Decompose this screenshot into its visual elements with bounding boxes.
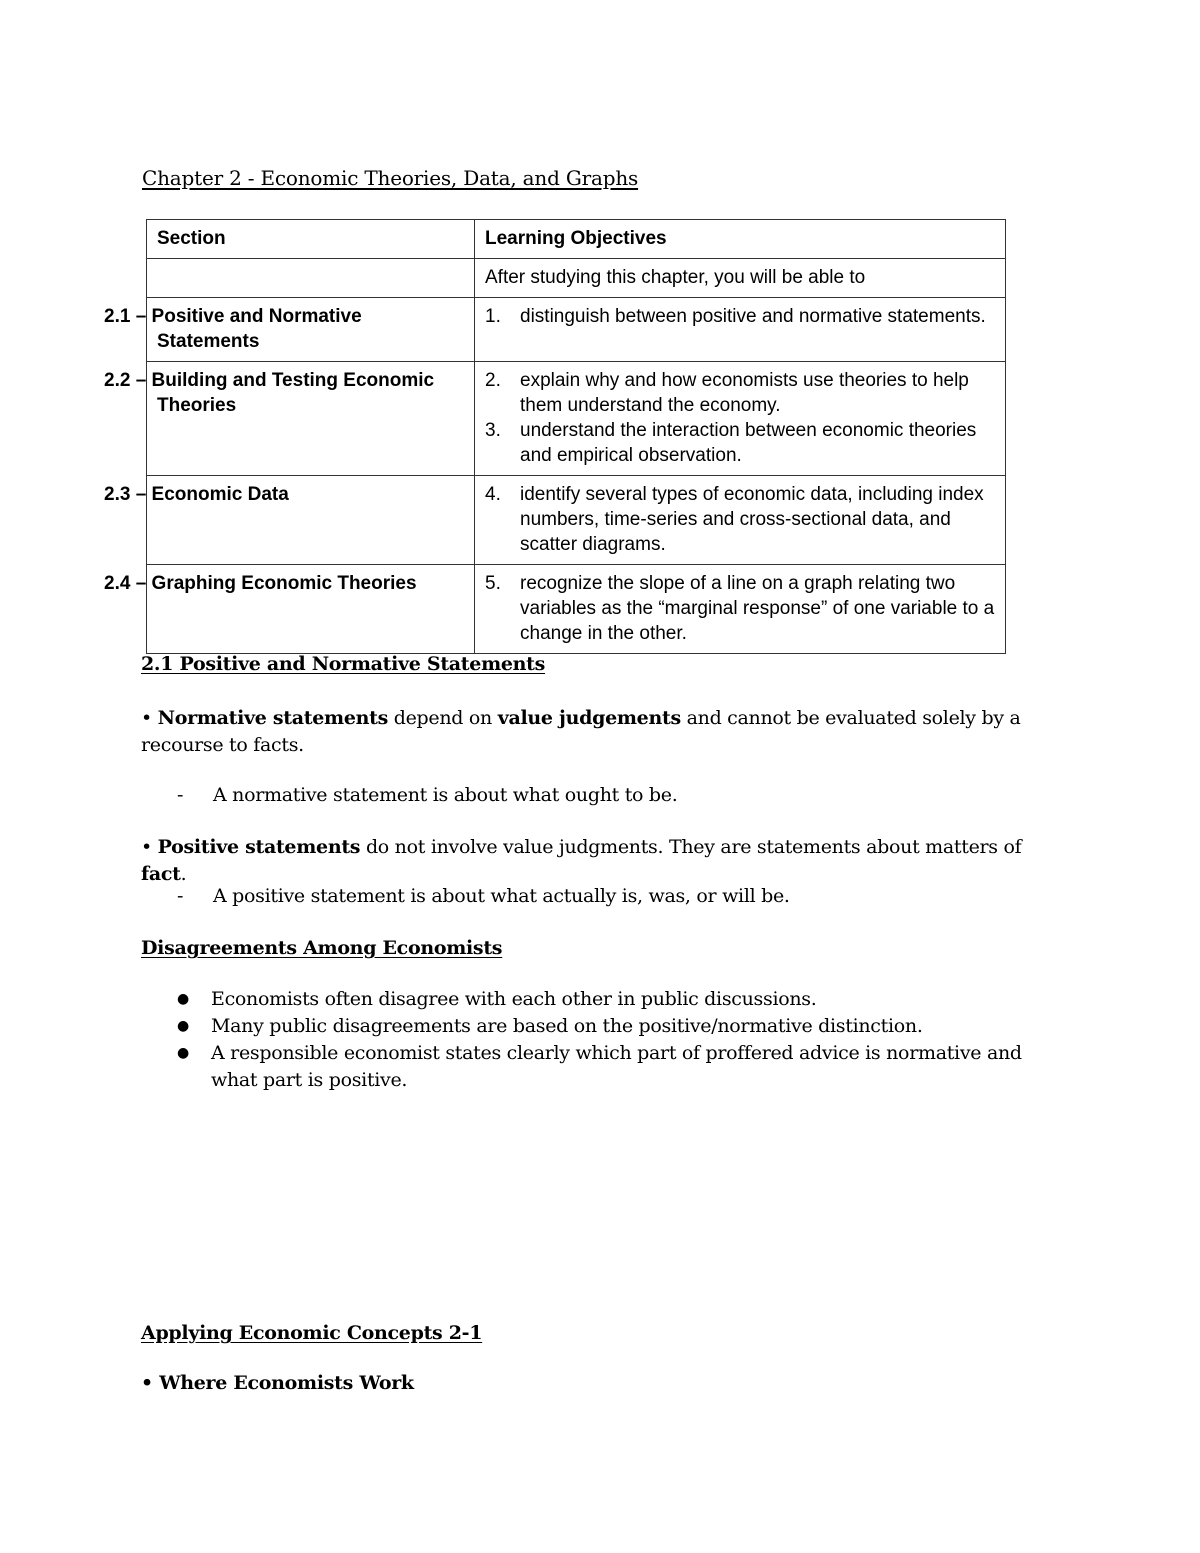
- normative-paragraph: • Normative statements depend on value judgements and cannot be evaluated solely by a recourse to facts.: [141, 707, 1021, 756]
- section-cell: 2.3 – Economic Data: [147, 476, 475, 565]
- objective-item: 2. explain why and how economists use theories to help them understand the economy.: [485, 370, 969, 416]
- section-21-heading: 2.1 Positive and Normative Statements: [141, 653, 546, 675]
- page-title: Chapter 2 - Economic Theories, Data, and Graphs: [142, 166, 639, 190]
- list-item: ● Economists often disagree with each other in public discussions.: [177, 988, 817, 1010]
- applying-heading: Applying Economic Concepts 2-1: [141, 1322, 483, 1344]
- applying-item: • Where Economists Work: [141, 1372, 414, 1394]
- intro-empty-cell: [147, 259, 475, 298]
- header-objectives: Learning Objectives: [475, 220, 1006, 259]
- objective-item: 5. recognize the slope of a line on a graph relating two variables as the “marginal response” of one variable to a change in the other.: [485, 573, 995, 644]
- objectives-cell: [475, 362, 1006, 476]
- objective-item: 3. understand the interaction between economic theories and empirical observation.: [485, 420, 977, 466]
- table-row: [147, 298, 1006, 362]
- header-section: Section: [147, 220, 475, 259]
- intro-cell: After studying this chapter, you will be able to: [475, 259, 1006, 298]
- list-item: ● Many public disagreements are based on the positive/normative distinction.: [177, 1015, 923, 1037]
- table-row: [147, 565, 1006, 654]
- table-row: [147, 362, 1006, 476]
- section-cell: 2.2 – Building and Testing Economic Theories: [147, 362, 475, 476]
- objectives-cell: [475, 565, 1006, 654]
- objective-item: 4. identify several types of economic data, including index numbers, time-series and cross-sectional data, and scatter diagrams.: [485, 484, 984, 555]
- objective-item: 1. distinguish between positive and normative statements.: [485, 306, 986, 327]
- table-header-row: [147, 220, 1006, 259]
- positive-paragraph: • Positive statements do not involve value judgments. They are statements about matters of fact.: [141, 836, 1022, 885]
- objectives-cell: [475, 298, 1006, 362]
- disagreements-heading: Disagreements Among Economists: [141, 937, 503, 959]
- section-cell: 2.4 – Graphing Economic Theories: [147, 565, 475, 654]
- section-cell: 2.1 – Positive and Normative Statements: [147, 298, 475, 362]
- disagreements-list: [141, 986, 1041, 1094]
- list-item: ● A responsible economist states clearly which part of proffered advice is normative and what part is positive.: [177, 1042, 1022, 1091]
- objectives-cell: [475, 476, 1006, 565]
- learning-objectives-table: [104, 219, 1006, 654]
- table-row: [147, 476, 1006, 565]
- table-intro-row: [147, 259, 1006, 298]
